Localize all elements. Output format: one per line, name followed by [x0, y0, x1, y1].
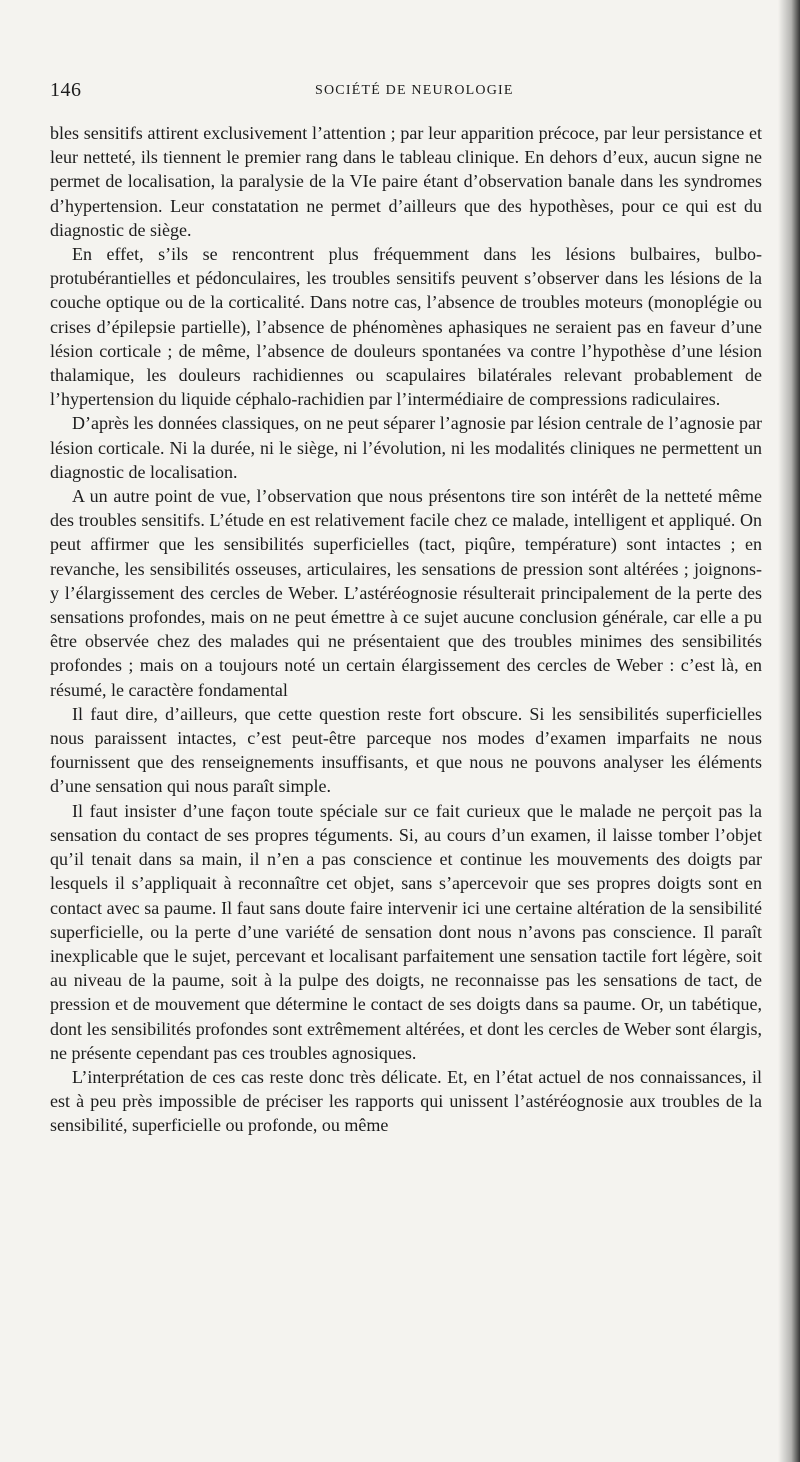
- body-text: [50, 121, 762, 1138]
- running-title: SOCIÉTÉ DE NEUROLOGIE: [315, 83, 514, 98]
- paragraph: L’interprétation de ces cas reste donc très délicate. Et, en l’état actuel de nos connaissances, il est à peu près impossible de préciser les rapports qui unissent l’astéréognosie aux troubles de la sensibilité, superficielle ou profonde, ou même: [50, 1066, 762, 1136]
- page-edge-shadow: [778, 0, 800, 1462]
- page-header: [50, 79, 762, 103]
- paragraph: Il faut dire, d’ailleurs, que cette question reste fort obscure. Si les sensibilités superficielles nous paraissent intactes, c’est peut-être parceque nos modes d’examen imparfaits ne nous fournissent que des renseignements insuffisants, et que nous ne pouvons analyser les éléments d’une sensation qui nous paraît simple.: [50, 703, 762, 797]
- paragraph: Il faut insister d’une façon toute spéciale sur ce fait curieux que le malade ne perçoit pas la sensation du contact de ses propres téguments. Si, au cours d’un examen, il laisse tomber l’objet qu’il tenait dans sa main, il n’en a pas conscience et continue les mouvements des doigts par lesquels il s’appliquait à reconnaître cet objet, sans s’apercevoir que ses propres doigts sont en contact avec sa paume. Il faut sans doute faire intervenir ici une certaine altération de la sensibilité superficielle, ou la perte d’une variété de sensation dont nous n’avons pas conscience. Il paraît inexplicable que le sujet, percevant et localisant parfaitement une sensation tactile fort légère, soit au niveau de la paume, soit à la pulpe des doigts, ne reconnaisse pas les sensations de tact, de pression et de mouvement que détermine le contact de ses doigts dans sa paume. Or, un tabétique, dont les sensibilités profondes sont extrêmement altérées, et dont les cercles de Weber sont élargis, ne présente cependant pas ces troubles agnosiques.: [50, 800, 762, 1063]
- paragraph: D’après les données classiques, on ne peut séparer l’agnosie par lésion centrale de l’agnosie par lésion corticale. Ni la durée, ni le siège, ni l’évolution, ni les modalités cliniques ne permettent un diagnostic de localisation.: [50, 413, 762, 482]
- paragraph: A un autre point de vue, l’observation que nous présentons tire son intérêt de la netteté même des troubles sensitifs. L’étude en est relativement facile chez ce malade, intelligent et appliqué. On peut affirmer que les sensibilités superficielles (tact, piqûre, température) sont intactes ; en revanche, les sensibilités osseuses, articulaires, les sensations de pression sont altérées ; joignons-y l’élargissement des cercles de Weber. L’astéréognosie résulterait principalement de la perte des sensations profondes, mais on ne peut émettre à ce sujet aucune conclusion générale, car elle a pu être observée chez des malades qui ne présentaient que des troubles minimes des sensibilités profondes ; mais on a toujours noté un certain élargissement des cercles de Weber : c’est là, en résumé, le caractère fondamental: [50, 486, 762, 700]
- page-number: 146: [50, 79, 82, 101]
- paragraph: bles sensitifs attirent exclusivement l’attention ; par leur apparition précoce, par leur persistance et leur netteté, ils tiennent le premier rang dans le tableau clinique. En dehors d’eux, aucun signe ne permet de localisation, la paralysie de la VIe paire étant d’observation banale dans les syndromes d’hypertension. Leur constatation ne permet d’ailleurs que des hypothèses, pour ce qui est du diagnostic de siège.: [50, 123, 762, 240]
- paragraph: En effet, s’ils se rencontrent plus fréquemment dans les lésions bulbaires, bulbo-protubérantielles et pédonculaires, les troubles sensitifs peuvent s’observer dans les lésions de la couche optique ou de la corticalité. Dans notre cas, l’absence de troubles moteurs (monoplégie ou crises d’épilepsie partielle), l’absence de phénomènes aphasiques ne seraient pas en faveur d’une lésion corticale ; de même, l’absence de douleurs spontanées va contre l’hypothèse d’une lésion thalamique, les douleurs rachidiennes ou scapulaires bilatérales relevant probablement de l’hypertension du liquide céphalo-rachidien par l’intermédiaire de compressions radiculaires.: [50, 244, 762, 410]
